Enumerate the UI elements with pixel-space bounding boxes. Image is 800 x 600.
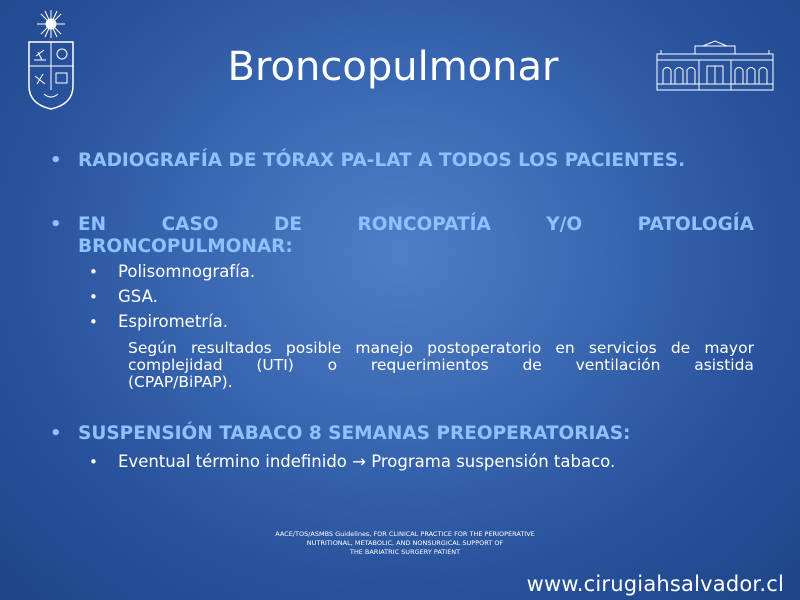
word: asistida bbox=[694, 356, 754, 374]
sub-bullet-text: Polisomnografía. bbox=[118, 262, 256, 281]
bullet-dot-icon: • bbox=[50, 423, 62, 444]
bullet-dot-icon: • bbox=[50, 150, 62, 171]
note-line1 bbox=[128, 340, 754, 357]
bullet-roncopatia bbox=[48, 214, 754, 258]
reference-line: THE BARIATRIC SURGERY PATIENT bbox=[349, 548, 461, 556]
bullet-dot-icon: • bbox=[89, 288, 98, 306]
note-line2 bbox=[128, 357, 754, 374]
bullet-dot-icon: • bbox=[89, 313, 98, 331]
bullet-text: SUSPENSIÓN TABACO 8 SEMANAS PREOPERATORIAS: bbox=[78, 423, 631, 444]
word: RONCOPATÍA bbox=[357, 214, 491, 235]
word: requerimientos bbox=[370, 356, 489, 374]
word: resultados bbox=[191, 339, 272, 357]
word: posible bbox=[285, 339, 342, 357]
sub-bullet-gsa bbox=[48, 286, 754, 308]
references bbox=[230, 530, 580, 557]
word: CASO bbox=[161, 214, 219, 235]
bullet-dot-icon: • bbox=[50, 214, 62, 235]
note-paragraph bbox=[48, 340, 754, 391]
bullet-radiografia bbox=[48, 150, 754, 172]
sub-bullet-espirometria bbox=[48, 311, 754, 333]
word: mayor bbox=[704, 339, 754, 357]
sub-bullet-polisomnografia bbox=[48, 261, 754, 283]
word: complejidad bbox=[128, 356, 223, 374]
note-line3: (CPAP/BiPAP). bbox=[128, 373, 233, 391]
word: ventilación bbox=[575, 356, 661, 374]
bullet-text-line2: BRONCOPULMONAR: bbox=[78, 236, 293, 257]
bullet-dot-icon: • bbox=[89, 453, 98, 471]
word: Y/O bbox=[546, 214, 583, 235]
word: o bbox=[327, 356, 338, 374]
word: Según bbox=[128, 339, 177, 357]
bullet-text-line1 bbox=[78, 214, 754, 236]
slide-title: Broncopulmonar bbox=[227, 44, 559, 90]
sub-bullet-text: GSA. bbox=[118, 287, 158, 306]
word: de bbox=[522, 356, 542, 374]
reference-line: NUTRITIONAL, METABOLIC, AND NONSURGICAL SUPPORT OF bbox=[306, 539, 504, 547]
word: en bbox=[555, 339, 575, 357]
website-url: www.cirugiahsalvador.cl bbox=[526, 572, 784, 596]
word: PATOLOGÍA bbox=[637, 214, 754, 235]
sub-bullet-text: Espirometría. bbox=[118, 312, 229, 331]
bullet-suspension-tabaco bbox=[48, 423, 754, 445]
bullet-text: RADIOGRAFÍA DE TÓRAX PA-LAT A TODOS LOS PACIENTES. bbox=[78, 150, 686, 171]
sub-bullet-eventual-termino bbox=[48, 451, 754, 473]
slide-content bbox=[48, 150, 754, 473]
sub-bullet-text: Eventual término indefinido → Programa suspensión tabaco. bbox=[118, 452, 616, 471]
word: (UTI) bbox=[256, 356, 294, 374]
reference-line: AACE/TOS/ASMBS Guidelines, FOR CLINICAL PRACTICE FOR THE PERIOPERATIVE bbox=[275, 530, 535, 538]
bullet-dot-icon: • bbox=[89, 263, 98, 281]
word: DE bbox=[274, 214, 303, 235]
word: servicios bbox=[588, 339, 657, 357]
word: manejo bbox=[355, 339, 414, 357]
word: postoperatorio bbox=[427, 339, 542, 357]
word: de bbox=[670, 339, 691, 357]
word: EN bbox=[78, 214, 107, 235]
